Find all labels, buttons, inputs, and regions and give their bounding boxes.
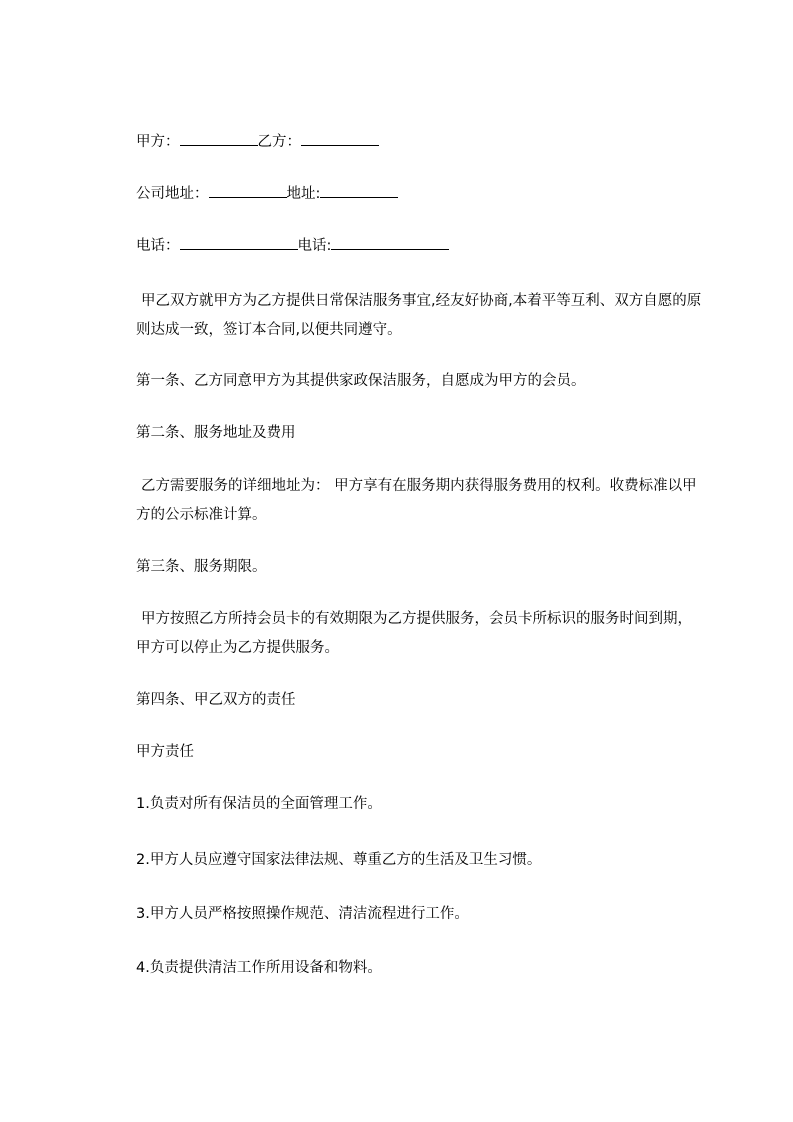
phone-label-b: 电话: [297,238,332,254]
article-2-text: 乙方需要服务的详细地址为： 甲方享有在服务期内获得服务费用的权利。收费标准以甲方的公示标准计算。 [136,478,697,523]
phone-line [136,235,449,256]
party-a-duties-title: 甲方责任 [136,744,194,760]
duty-2: 2.甲方人员应遵守国家法律法规、尊重乙方的生活及卫生习惯。 [136,852,542,868]
duty-4: 4.负责提供清洁工作所用设备和物料。 [136,960,382,976]
party-line [136,131,379,152]
intro-paragraph: 甲乙双方就甲方为乙方提供日常保洁服务事宜,经友好协商,本着平等互利、双方自愿的原则达成一致，签订本合同,以便共同遵守。 [136,293,702,338]
phone-a-blank [180,235,298,250]
party-b-blank [301,131,379,146]
duty-1: 1.负责对所有保洁员的全面管理工作。 [136,796,382,812]
phone-b-blank [331,235,449,250]
article-1: 第一条、乙方同意甲方为其提供家政保洁服务，自愿成为甲方的会员。 [136,373,586,389]
party-a-label: 甲方： [136,134,180,150]
article-4-title: 第四条、甲乙双方的责任 [136,692,296,708]
address-blank [320,183,398,198]
article-2-title: 第二条、服务地址及费用 [136,425,296,441]
party-b-label: 乙方： [257,134,301,150]
article-3-title: 第三条、服务期限。 [136,559,267,575]
company-address-label: 公司地址： [136,186,209,202]
party-a-blank [180,131,258,146]
address-label: 地址: [286,186,321,202]
phone-label-a: 电话： [136,238,180,254]
duty-3: 3.甲方人员严格按照操作规范、清洁流程进行工作。 [136,906,469,922]
address-line [136,183,398,204]
company-address-blank [209,183,287,198]
article-3-text: 甲方按照乙方所持会员卡的有效期限为乙方提供服务，会员卡所标识的服务时间到期，甲方可以停止为乙方提供服务。 [136,611,692,656]
